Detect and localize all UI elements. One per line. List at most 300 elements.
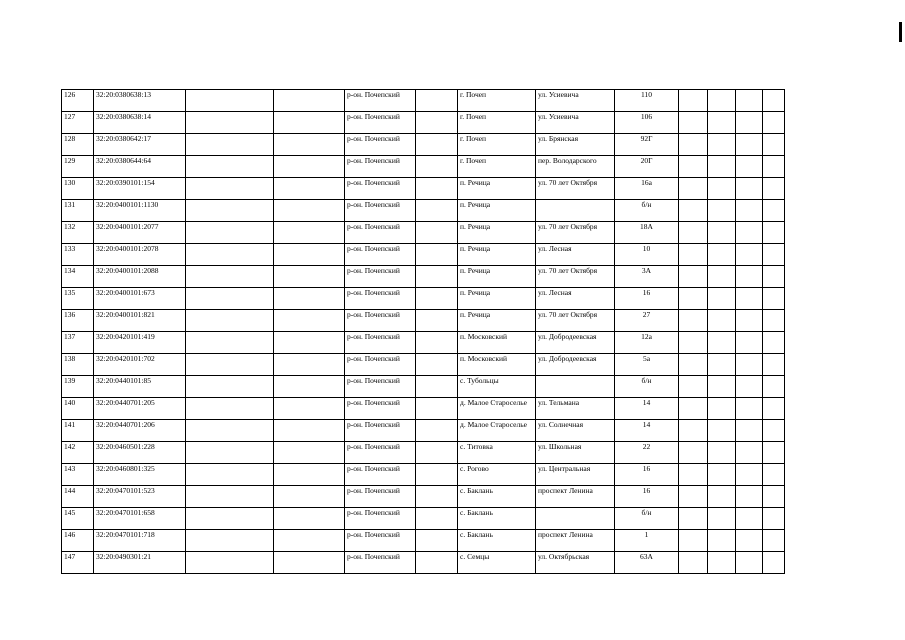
street-cell bbox=[536, 508, 615, 530]
empty-cell bbox=[186, 442, 274, 464]
locality-cell: п. Речица bbox=[458, 310, 536, 332]
district-cell: р-он. Почепский bbox=[345, 486, 416, 508]
table-row bbox=[62, 266, 785, 288]
street-cell: пер. Володарского bbox=[536, 156, 615, 178]
house-number-cell: 14 bbox=[615, 398, 679, 420]
district-cell: р-он. Почепский bbox=[345, 398, 416, 420]
row-number-cell: 130 bbox=[62, 178, 94, 200]
district-cell: р-он. Почепский bbox=[345, 420, 416, 442]
empty-cell bbox=[416, 178, 458, 200]
cadastral-number-cell: 32:20:0470101:523 bbox=[94, 486, 186, 508]
empty-cell bbox=[416, 464, 458, 486]
empty-cell bbox=[763, 112, 785, 134]
row-number-cell: 129 bbox=[62, 156, 94, 178]
empty-cell bbox=[763, 354, 785, 376]
table-row bbox=[62, 376, 785, 398]
locality-cell: г. Почеп bbox=[458, 156, 536, 178]
empty-cell bbox=[416, 442, 458, 464]
row-number-cell: 140 bbox=[62, 398, 94, 420]
row-number-cell: 134 bbox=[62, 266, 94, 288]
empty-cell bbox=[186, 200, 274, 222]
house-number-cell: 5а bbox=[615, 354, 679, 376]
empty-cell bbox=[736, 90, 763, 112]
empty-cell bbox=[274, 376, 345, 398]
street-cell: ул. 70 лет Октября bbox=[536, 310, 615, 332]
row-number-cell: 144 bbox=[62, 486, 94, 508]
empty-cell bbox=[708, 486, 736, 508]
street-cell: ул. 70 лет Октября bbox=[536, 266, 615, 288]
district-cell: р-он. Почепский bbox=[345, 310, 416, 332]
district-cell: р-он. Почепский bbox=[345, 508, 416, 530]
empty-cell bbox=[763, 244, 785, 266]
empty-cell bbox=[679, 244, 708, 266]
empty-cell bbox=[416, 112, 458, 134]
empty-cell bbox=[708, 244, 736, 266]
house-number-cell: 27 bbox=[615, 310, 679, 332]
cadastral-number-cell: 32:20:0380638:14 bbox=[94, 112, 186, 134]
table-row bbox=[62, 90, 785, 112]
empty-cell bbox=[274, 486, 345, 508]
empty-cell bbox=[186, 464, 274, 486]
empty-cell bbox=[708, 90, 736, 112]
empty-cell bbox=[274, 420, 345, 442]
empty-cell bbox=[274, 354, 345, 376]
row-number-cell: 127 bbox=[62, 112, 94, 134]
empty-cell bbox=[763, 530, 785, 552]
cadastral-number-cell: 32:20:0400101:2077 bbox=[94, 222, 186, 244]
district-cell: р-он. Почепский bbox=[345, 222, 416, 244]
empty-cell bbox=[679, 464, 708, 486]
empty-cell bbox=[274, 222, 345, 244]
empty-cell bbox=[186, 354, 274, 376]
empty-cell bbox=[736, 112, 763, 134]
cadastral-number-cell: 32:20:0400101:2088 bbox=[94, 266, 186, 288]
empty-cell bbox=[708, 222, 736, 244]
empty-cell bbox=[679, 222, 708, 244]
empty-cell bbox=[186, 266, 274, 288]
empty-cell bbox=[763, 486, 785, 508]
empty-cell bbox=[679, 486, 708, 508]
row-number-cell: 128 bbox=[62, 134, 94, 156]
empty-cell bbox=[736, 222, 763, 244]
empty-cell bbox=[679, 332, 708, 354]
empty-cell bbox=[679, 442, 708, 464]
house-number-cell: 20Г bbox=[615, 156, 679, 178]
empty-cell bbox=[763, 222, 785, 244]
empty-cell bbox=[274, 310, 345, 332]
empty-cell bbox=[274, 530, 345, 552]
empty-cell bbox=[736, 376, 763, 398]
street-cell: ул. Тельмана bbox=[536, 398, 615, 420]
empty-cell bbox=[186, 398, 274, 420]
table-row bbox=[62, 486, 785, 508]
empty-cell bbox=[416, 552, 458, 574]
house-number-cell: 63А bbox=[615, 552, 679, 574]
locality-cell: п. Речица bbox=[458, 288, 536, 310]
cadastral-number-cell: 32:20:0380642:17 bbox=[94, 134, 186, 156]
empty-cell bbox=[736, 134, 763, 156]
street-cell: проспект Ленина bbox=[536, 530, 615, 552]
district-cell: р-он. Почепский bbox=[345, 464, 416, 486]
empty-cell bbox=[186, 90, 274, 112]
cadastral-number-cell: 32:20:0400101:1130 bbox=[94, 200, 186, 222]
empty-cell bbox=[708, 420, 736, 442]
locality-cell: п. Речица bbox=[458, 244, 536, 266]
empty-cell bbox=[708, 200, 736, 222]
house-number-cell: 1 bbox=[615, 530, 679, 552]
empty-cell bbox=[763, 442, 785, 464]
empty-cell bbox=[708, 464, 736, 486]
row-number-cell: 133 bbox=[62, 244, 94, 266]
row-number-cell: 131 bbox=[62, 200, 94, 222]
locality-cell: с. Баклань bbox=[458, 508, 536, 530]
district-cell: р-он. Почепский bbox=[345, 156, 416, 178]
empty-cell bbox=[763, 90, 785, 112]
empty-cell bbox=[763, 464, 785, 486]
empty-cell bbox=[274, 200, 345, 222]
empty-cell bbox=[416, 398, 458, 420]
empty-cell bbox=[274, 552, 345, 574]
row-number-cell: 143 bbox=[62, 464, 94, 486]
row-number-cell: 137 bbox=[62, 332, 94, 354]
table-row bbox=[62, 288, 785, 310]
table-row bbox=[62, 508, 785, 530]
empty-cell bbox=[186, 288, 274, 310]
empty-cell bbox=[416, 134, 458, 156]
empty-cell bbox=[274, 112, 345, 134]
empty-cell bbox=[416, 310, 458, 332]
empty-cell bbox=[708, 112, 736, 134]
empty-cell bbox=[416, 530, 458, 552]
house-number-cell: б/н bbox=[615, 200, 679, 222]
locality-cell: г. Почеп bbox=[458, 112, 536, 134]
table-row bbox=[62, 112, 785, 134]
empty-cell bbox=[186, 508, 274, 530]
locality-cell: п. Московский bbox=[458, 354, 536, 376]
empty-cell bbox=[416, 508, 458, 530]
empty-cell bbox=[736, 288, 763, 310]
empty-cell bbox=[736, 244, 763, 266]
empty-cell bbox=[736, 156, 763, 178]
empty-cell bbox=[736, 420, 763, 442]
empty-cell bbox=[274, 442, 345, 464]
empty-cell bbox=[274, 134, 345, 156]
table-row bbox=[62, 222, 785, 244]
empty-cell bbox=[763, 398, 785, 420]
empty-cell bbox=[186, 530, 274, 552]
district-cell: р-он. Почепский bbox=[345, 266, 416, 288]
locality-cell: с. Титовка bbox=[458, 442, 536, 464]
empty-cell bbox=[416, 90, 458, 112]
locality-cell: с. Баклань bbox=[458, 530, 536, 552]
cadastral-number-cell: 32:20:0380638:13 bbox=[94, 90, 186, 112]
empty-cell bbox=[736, 442, 763, 464]
empty-cell bbox=[679, 112, 708, 134]
street-cell: ул. 70 лет Октября bbox=[536, 222, 615, 244]
empty-cell bbox=[274, 464, 345, 486]
row-number-cell: 141 bbox=[62, 420, 94, 442]
house-number-cell: 14 bbox=[615, 420, 679, 442]
empty-cell bbox=[708, 288, 736, 310]
empty-cell bbox=[736, 354, 763, 376]
empty-cell bbox=[416, 288, 458, 310]
empty-cell bbox=[708, 376, 736, 398]
street-cell: ул. Солнечная bbox=[536, 420, 615, 442]
empty-cell bbox=[416, 200, 458, 222]
street-cell: ул. Добродеевская bbox=[536, 332, 615, 354]
empty-cell bbox=[679, 90, 708, 112]
locality-cell: с. Тубольцы bbox=[458, 376, 536, 398]
empty-cell bbox=[679, 266, 708, 288]
page-edge-mark bbox=[899, 22, 902, 42]
row-number-cell: 147 bbox=[62, 552, 94, 574]
district-cell: р-он. Почепский bbox=[345, 244, 416, 266]
empty-cell bbox=[186, 486, 274, 508]
empty-cell bbox=[274, 398, 345, 420]
house-number-cell: б/н bbox=[615, 508, 679, 530]
empty-cell bbox=[416, 266, 458, 288]
empty-cell bbox=[763, 134, 785, 156]
table-row bbox=[62, 332, 785, 354]
empty-cell bbox=[274, 244, 345, 266]
row-number-cell: 138 bbox=[62, 354, 94, 376]
locality-cell: д. Малое Староселье bbox=[458, 420, 536, 442]
empty-cell bbox=[679, 200, 708, 222]
locality-cell: г. Почеп bbox=[458, 134, 536, 156]
empty-cell bbox=[736, 486, 763, 508]
empty-cell bbox=[274, 156, 345, 178]
cadastral-number-cell: 32:20:0420101:702 bbox=[94, 354, 186, 376]
empty-cell bbox=[416, 486, 458, 508]
empty-cell bbox=[708, 134, 736, 156]
house-number-cell: 18А bbox=[615, 222, 679, 244]
street-cell: ул. Брянская bbox=[536, 134, 615, 156]
table-row bbox=[62, 552, 785, 574]
row-number-cell: 142 bbox=[62, 442, 94, 464]
house-number-cell: 110 bbox=[615, 90, 679, 112]
table-row bbox=[62, 178, 785, 200]
empty-cell bbox=[679, 310, 708, 332]
empty-cell bbox=[763, 288, 785, 310]
row-number-cell: 139 bbox=[62, 376, 94, 398]
empty-cell bbox=[186, 112, 274, 134]
locality-cell: с. Баклань bbox=[458, 486, 536, 508]
empty-cell bbox=[736, 398, 763, 420]
empty-cell bbox=[186, 156, 274, 178]
table-row bbox=[62, 354, 785, 376]
empty-cell bbox=[679, 178, 708, 200]
empty-cell bbox=[708, 266, 736, 288]
empty-cell bbox=[679, 552, 708, 574]
empty-cell bbox=[708, 508, 736, 530]
house-number-cell: б/н bbox=[615, 376, 679, 398]
empty-cell bbox=[186, 178, 274, 200]
cadastral-number-cell: 32:20:0400101:2078 bbox=[94, 244, 186, 266]
row-number-cell: 136 bbox=[62, 310, 94, 332]
table-row bbox=[62, 244, 785, 266]
street-cell: ул. Усиевича bbox=[536, 112, 615, 134]
empty-cell bbox=[416, 354, 458, 376]
empty-cell bbox=[736, 530, 763, 552]
district-cell: р-он. Почепский bbox=[345, 442, 416, 464]
empty-cell bbox=[186, 552, 274, 574]
empty-cell bbox=[763, 552, 785, 574]
empty-cell bbox=[186, 134, 274, 156]
district-cell: р-он. Почепский bbox=[345, 200, 416, 222]
empty-cell bbox=[763, 310, 785, 332]
house-number-cell: 92Г bbox=[615, 134, 679, 156]
street-cell: ул. Лесная bbox=[536, 244, 615, 266]
empty-cell bbox=[679, 420, 708, 442]
house-number-cell: 16 bbox=[615, 288, 679, 310]
locality-cell: д. Малое Староселье bbox=[458, 398, 536, 420]
empty-cell bbox=[736, 266, 763, 288]
empty-cell bbox=[679, 134, 708, 156]
cadastral-number-cell: 32:20:0460501:228 bbox=[94, 442, 186, 464]
empty-cell bbox=[708, 354, 736, 376]
empty-cell bbox=[416, 376, 458, 398]
locality-cell: п. Московский bbox=[458, 332, 536, 354]
row-number-cell: 135 bbox=[62, 288, 94, 310]
empty-cell bbox=[274, 332, 345, 354]
house-number-cell: 106 bbox=[615, 112, 679, 134]
empty-cell bbox=[416, 244, 458, 266]
locality-cell: п. Речица bbox=[458, 266, 536, 288]
cadastral-number-cell: 32:20:0390101:154 bbox=[94, 178, 186, 200]
property-registry-table bbox=[61, 89, 785, 574]
street-cell: ул. 70 лет Октября bbox=[536, 178, 615, 200]
district-cell: р-он. Почепский bbox=[345, 288, 416, 310]
empty-cell bbox=[736, 508, 763, 530]
street-cell: ул. Центральная bbox=[536, 464, 615, 486]
table-row bbox=[62, 420, 785, 442]
street-cell: проспект Ленина bbox=[536, 486, 615, 508]
house-number-cell: 10 bbox=[615, 244, 679, 266]
empty-cell bbox=[763, 266, 785, 288]
empty-cell bbox=[736, 310, 763, 332]
district-cell: р-он. Почепский bbox=[345, 552, 416, 574]
empty-cell bbox=[186, 420, 274, 442]
empty-cell bbox=[708, 332, 736, 354]
table-row bbox=[62, 134, 785, 156]
cadastral-number-cell: 32:20:0490301:21 bbox=[94, 552, 186, 574]
empty-cell bbox=[708, 310, 736, 332]
empty-cell bbox=[416, 222, 458, 244]
house-number-cell: 22 bbox=[615, 442, 679, 464]
empty-cell bbox=[736, 552, 763, 574]
empty-cell bbox=[416, 332, 458, 354]
cadastral-number-cell: 32:20:0470101:718 bbox=[94, 530, 186, 552]
locality-cell: п. Речица bbox=[458, 178, 536, 200]
empty-cell bbox=[186, 332, 274, 354]
empty-cell bbox=[763, 178, 785, 200]
empty-cell bbox=[708, 442, 736, 464]
table-row bbox=[62, 156, 785, 178]
street-cell: ул. Октябрьская bbox=[536, 552, 615, 574]
table-row bbox=[62, 310, 785, 332]
street-cell bbox=[536, 376, 615, 398]
table-row bbox=[62, 398, 785, 420]
empty-cell bbox=[679, 376, 708, 398]
district-cell: р-он. Почепский bbox=[345, 112, 416, 134]
empty-cell bbox=[186, 376, 274, 398]
empty-cell bbox=[763, 376, 785, 398]
empty-cell bbox=[416, 156, 458, 178]
house-number-cell: 3А bbox=[615, 266, 679, 288]
cadastral-number-cell: 32:20:0470101:658 bbox=[94, 508, 186, 530]
cadastral-number-cell: 32:20:0440701:205 bbox=[94, 398, 186, 420]
cadastral-number-cell: 32:20:0380644:64 bbox=[94, 156, 186, 178]
district-cell: р-он. Почепский bbox=[345, 134, 416, 156]
empty-cell bbox=[186, 244, 274, 266]
cadastral-number-cell: 32:20:0460801:325 bbox=[94, 464, 186, 486]
empty-cell bbox=[274, 508, 345, 530]
row-number-cell: 145 bbox=[62, 508, 94, 530]
house-number-cell: 12а bbox=[615, 332, 679, 354]
empty-cell bbox=[736, 332, 763, 354]
locality-cell: г. Почеп bbox=[458, 90, 536, 112]
empty-cell bbox=[708, 178, 736, 200]
row-number-cell: 132 bbox=[62, 222, 94, 244]
empty-cell bbox=[763, 420, 785, 442]
empty-cell bbox=[763, 156, 785, 178]
empty-cell bbox=[274, 178, 345, 200]
house-number-cell: 16 bbox=[615, 486, 679, 508]
cadastral-number-cell: 32:20:0440701:206 bbox=[94, 420, 186, 442]
empty-cell bbox=[274, 288, 345, 310]
district-cell: р-он. Почепский bbox=[345, 376, 416, 398]
district-cell: р-он. Почепский bbox=[345, 530, 416, 552]
house-number-cell: 16 bbox=[615, 464, 679, 486]
table-row bbox=[62, 442, 785, 464]
street-cell: ул. Добродеевская bbox=[536, 354, 615, 376]
empty-cell bbox=[708, 530, 736, 552]
cadastral-number-cell: 32:20:0420101:419 bbox=[94, 332, 186, 354]
street-cell: ул. Лесная bbox=[536, 288, 615, 310]
district-cell: р-он. Почепский bbox=[345, 90, 416, 112]
district-cell: р-он. Почепский bbox=[345, 332, 416, 354]
empty-cell bbox=[763, 508, 785, 530]
cadastral-number-cell: 32:20:0440101:85 bbox=[94, 376, 186, 398]
street-cell bbox=[536, 200, 615, 222]
street-cell: ул. Школьная bbox=[536, 442, 615, 464]
empty-cell bbox=[186, 310, 274, 332]
empty-cell bbox=[274, 90, 345, 112]
locality-cell: с. Рогово bbox=[458, 464, 536, 486]
street-cell: ул. Усиевича bbox=[536, 90, 615, 112]
row-number-cell: 146 bbox=[62, 530, 94, 552]
district-cell: р-он. Почепский bbox=[345, 354, 416, 376]
empty-cell bbox=[679, 508, 708, 530]
empty-cell bbox=[274, 266, 345, 288]
table-row bbox=[62, 464, 785, 486]
table-row bbox=[62, 200, 785, 222]
cadastral-number-cell: 32:20:0400101:673 bbox=[94, 288, 186, 310]
empty-cell bbox=[679, 288, 708, 310]
empty-cell bbox=[708, 552, 736, 574]
empty-cell bbox=[416, 420, 458, 442]
empty-cell bbox=[708, 156, 736, 178]
house-number-cell: 16а bbox=[615, 178, 679, 200]
empty-cell bbox=[736, 178, 763, 200]
empty-cell bbox=[708, 398, 736, 420]
empty-cell bbox=[186, 222, 274, 244]
empty-cell bbox=[679, 530, 708, 552]
empty-cell bbox=[736, 200, 763, 222]
empty-cell bbox=[763, 200, 785, 222]
locality-cell: с. Семцы bbox=[458, 552, 536, 574]
empty-cell bbox=[679, 156, 708, 178]
